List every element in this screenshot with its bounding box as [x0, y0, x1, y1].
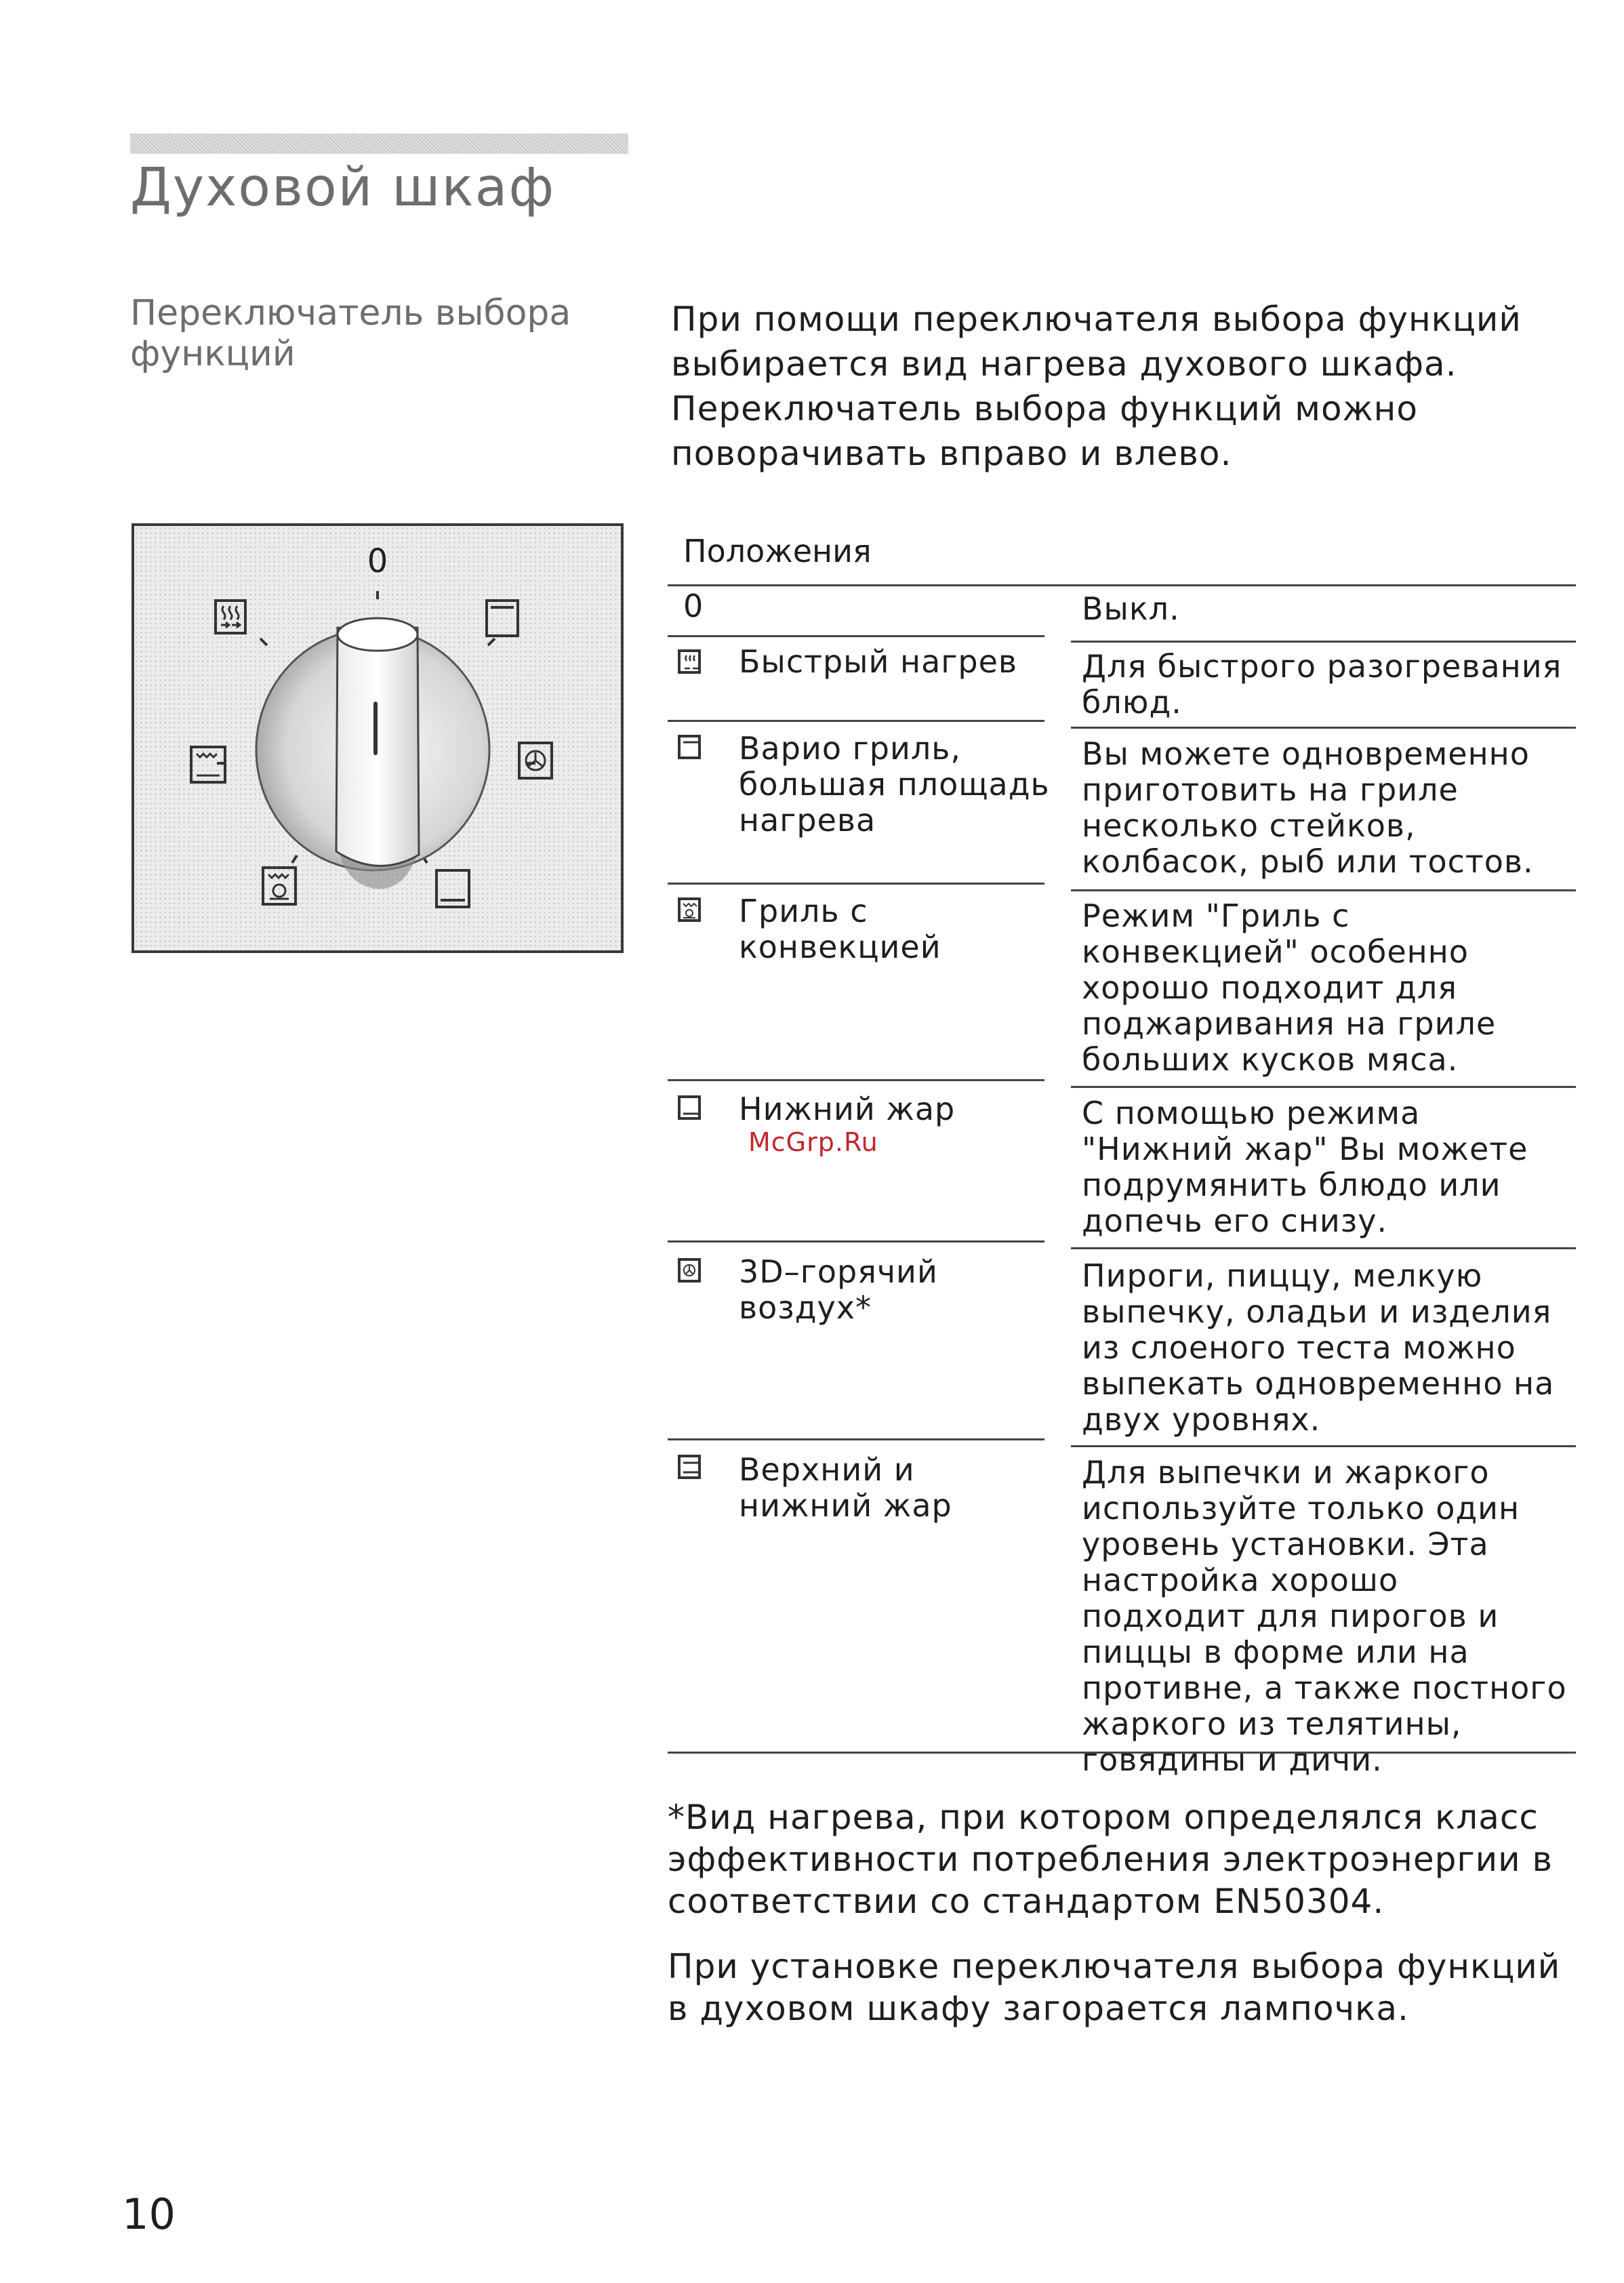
row-name: 3D–горячий воздух* — [739, 1253, 938, 1326]
row-description: С помощью режима "Нижний жар" Вы можете подрумянить блюдо или допечь его снизу. — [1082, 1095, 1528, 1239]
intro-paragraph: При помощи переключателя выбора функций выбирается вид нагрева духового шкафа. Переключатель выбора функций можно поворачивать вправо и влево. — [671, 300, 1522, 473]
table-bottom-rule — [668, 1752, 1576, 1754]
row-divider — [1071, 1086, 1576, 1088]
row-divider — [668, 720, 1044, 722]
3d-hot-air-icon — [678, 1258, 701, 1282]
table-top-rule — [668, 584, 1576, 586]
top-bottom-heat-icon — [678, 1455, 701, 1479]
row-divider — [668, 1079, 1044, 1081]
row-name: Гриль с конвекцией — [739, 893, 941, 965]
bottom-heat-icon — [678, 1095, 701, 1120]
function-selector-dial-figure — [131, 523, 624, 953]
row-divider — [1071, 727, 1576, 729]
row-name: Верхний и нижний жар — [739, 1451, 952, 1524]
row-divider — [1071, 641, 1576, 643]
row-name: Варио гриль, большая площадь нагрева — [739, 730, 1050, 839]
tick-mark — [488, 639, 495, 645]
positions-caption: Положения — [683, 533, 872, 569]
grill-convection-icon — [263, 868, 296, 904]
dial-zero-label: 0 — [367, 542, 388, 580]
tick-mark — [260, 639, 267, 645]
3d-hot-air-icon — [519, 743, 552, 778]
row-name: Быстрый нагрев — [739, 643, 1018, 680]
page-number: 10 — [122, 2189, 176, 2239]
section-title: Переключатель выбора функций — [130, 293, 571, 374]
row-divider — [668, 883, 1044, 885]
bottom-heat-icon — [437, 870, 469, 907]
row-name: 0 — [683, 588, 704, 624]
row-description: Для быстрого разогревания блюд. — [1082, 648, 1562, 721]
row-divider — [1071, 1247, 1576, 1249]
header-band — [130, 134, 628, 154]
watermark: McGrp.Ru — [748, 1127, 878, 1157]
page-title: Духовой шкаф — [130, 157, 556, 218]
footnote: *Вид нагрева, при котором определялся класс эффективности потребления электроэнергии в соответствии со стандартом EN50304. — [668, 1798, 1553, 1921]
row-divider — [1071, 1445, 1576, 1447]
row-description: Выкл. — [1082, 590, 1180, 627]
row-description: Для выпечки и жаркого используйте только один уровень установки. Эта настройка хорошо подходит для пирогов и пиццы в форме или на противне, а также постного жаркого из телятины, говядины и дичи. — [1082, 1454, 1567, 1778]
row-description: Режим "Гриль с конвекцией" особенно хорошо подходит для поджаривания на гриле больших кусков мяса. — [1082, 897, 1497, 1078]
rapid-heat-icon — [678, 649, 701, 674]
row-divider — [668, 635, 1044, 637]
vario-grill-icon — [678, 735, 701, 759]
row-divider — [668, 1438, 1044, 1440]
grill-convection-icon — [678, 897, 701, 922]
tick-mark — [292, 855, 297, 863]
row-divider — [668, 1240, 1044, 1242]
vario-grill-icon — [487, 601, 518, 636]
row-divider — [1071, 889, 1576, 891]
closing-paragraph: При установке переключателя выбора функций в духовом шкафу загорается лампочка. — [668, 1947, 1561, 2028]
row-name: Нижний жар — [739, 1091, 956, 1127]
rapid-heat-icon — [216, 601, 245, 633]
row-description: Пироги, пиццу, мелкую выпечку, оладьи и изделия из слоеного теста можно выпекать одновременно на двух уровнях. — [1082, 1257, 1555, 1438]
row-description: Вы можете одновременно приготовить на гриле несколько стейков, колбасок, рыб или тостов. — [1082, 735, 1534, 880]
